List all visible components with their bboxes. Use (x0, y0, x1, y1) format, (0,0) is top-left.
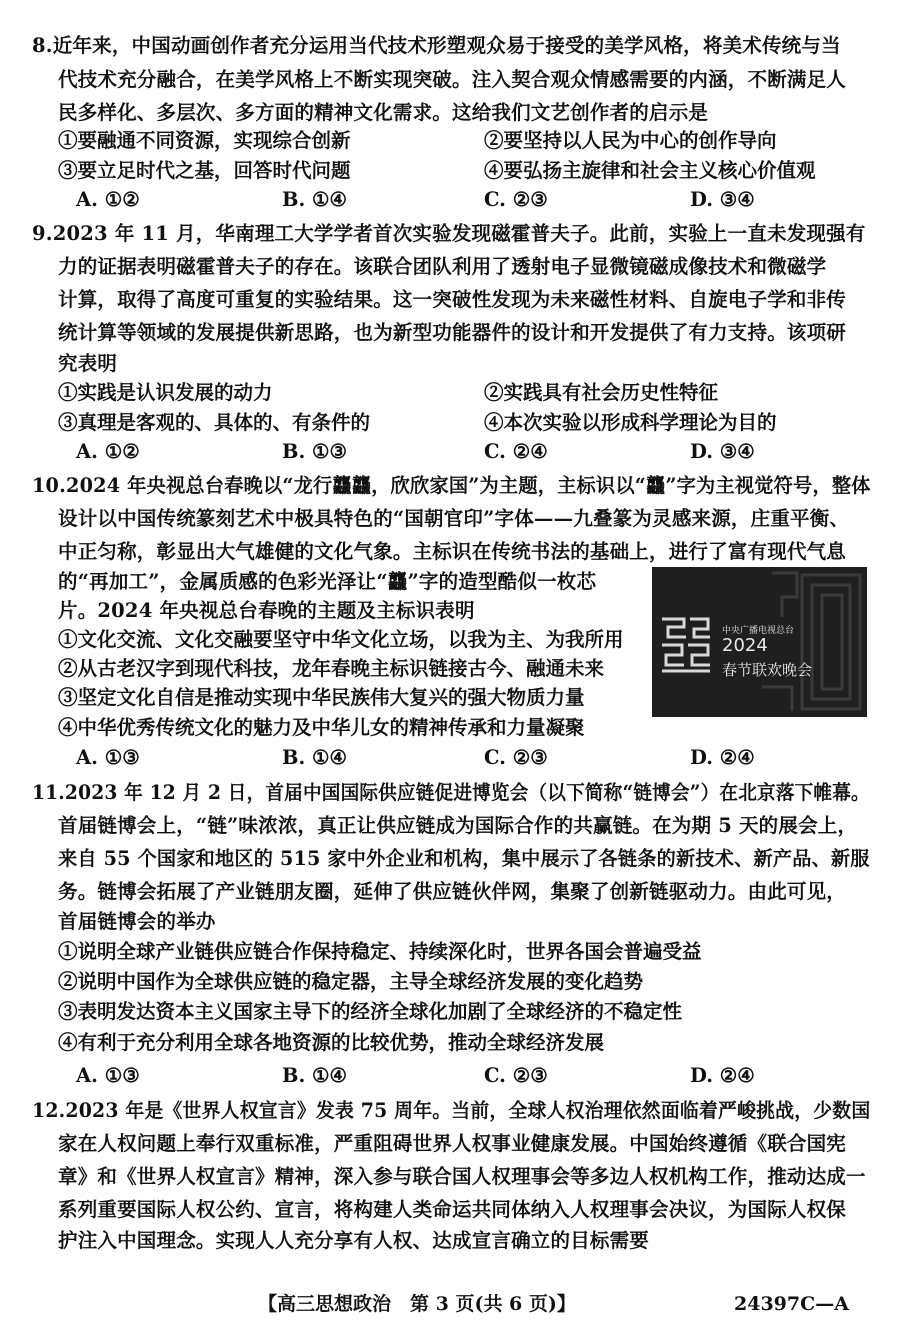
q11-answer: A. ①③ (76, 1064, 140, 1087)
q11-line: 务。链博会拓展了产业链朋友圈，延伸了供应链伙伴网，集聚了创新链驱动力。由此可见， (58, 880, 847, 903)
q9-option: ③真理是客观的、具体的、有条件的 (58, 411, 371, 434)
q9-line: 究表明 (58, 352, 118, 375)
q12-line: 护注入中国理念。实现人人充分享有人权、达成宣言确立的目标需要 (58, 1229, 650, 1252)
q10-line: 10.2024 年央视总台春晚以“龙行龘龘，欣欣家国”为主题，主标识以“龘”字为主视觉符号，整体 (32, 474, 871, 497)
logo-broadcaster-text: 中央广播电视总台 (722, 626, 795, 636)
q10-answer: C. ②③ (484, 746, 548, 769)
q9-option: ④本次实验以形成科学理论为目的 (484, 411, 777, 434)
q8-option: ③要立足时代之基，回答时代问题 (58, 159, 351, 182)
page-footer: 【高三思想政治 第 3 页(共 6 页)】 (258, 1293, 576, 1315)
q9-line: 力的证据表明磁霍普夫子的存在。该联合团队利用了透射电子显微镜磁成像技术和微磁学 (58, 255, 827, 278)
q10-line: 设计以中国传统篆刻艺术中极具特色的“国朝官印”字体——九叠篆为灵感来源，庄重平衡、 (58, 507, 850, 530)
q9-line: 计算，取得了高度可重复的实验结果。这一突破性发现为未来磁性材料、自旋电子学和非传 (58, 288, 847, 311)
q8-answer: A. ①② (76, 188, 140, 211)
q9-option: ②实践具有社会历史性特征 (484, 381, 719, 404)
q11-line: 首届链博会的举办 (58, 910, 216, 933)
q9-answer: D. ③④ (690, 440, 755, 463)
q8-line: 代技术充分融合，在美学风格上不断实现突破。注入契合观众情感需要的内涵，不断满足人 (58, 68, 847, 91)
q12-line: 章》和《世界人权宣言》精神，深入参与联合国人权理事会等多边人权机构工作，推动达成一 (58, 1165, 866, 1188)
q11-answer: C. ②③ (484, 1064, 548, 1087)
q12-line: 系列重要国际人权公约、宣言，将构建人类命运共同体纳入人权理事会决议，为国际人权保 (58, 1198, 847, 1221)
q9-option: ①实践是认识发展的动力 (58, 381, 273, 404)
q8-line: 民多样化、多层次、多方面的精神文化需求。这给我们文艺创作者的启示是 (58, 101, 709, 124)
q11-option: ②说明中国作为全球供应链的稳定器，主导全球经济发展的变化趋势 (58, 970, 644, 993)
q9-line: 9.2023 年 11 月，华南理工大学学者首次实验发现磁霍普夫子。此前，实验上一直未发现强有 (32, 222, 866, 245)
q9-answer: B. ①③ (282, 440, 348, 463)
q10-option: ②从古老汉字到现代科技，龙年春晚主标识链接古今、融通未来 (58, 657, 605, 680)
q10-answer: B. ①④ (282, 746, 348, 769)
q11-answer: B. ①④ (282, 1064, 348, 1087)
q8-answer: C. ②③ (484, 188, 548, 211)
q10-answer: D. ②④ (690, 746, 755, 769)
q8-option: ④要弘扬主旋律和社会主义核心价值观 (484, 159, 816, 182)
q8-answer: B. ①④ (282, 188, 348, 211)
q10-option: ④中华优秀传统文化的魅力及中华儿女的精神传承和力量凝聚 (58, 716, 585, 739)
q11-line: 来自 55 个国家和地区的 515 家中外企业和机构，集中展示了各链条的新技术、新产品、新服 (58, 847, 870, 870)
q8-line: 8.近年来，中国动画创作者充分运用当代技术形塑观众易于接受的美学风格，将美术传统与当 (32, 34, 841, 57)
q10-option: ③坚定文化自信是推动实现中华民族伟大复兴的强大物质力量 (58, 686, 585, 709)
q9-answer: C. ②④ (484, 440, 548, 463)
q10-line: 片。2024 年央视总台春晚的主题及主标识表明 (58, 599, 475, 622)
q11-option: ④有利于充分利用全球各地资源的比较优势，推动全球经济发展 (58, 1031, 605, 1054)
q11-line: 首届链博会上，“链”味浓浓，真正让供应链成为国际合作的共赢链。在为期 5 天的展会上， (58, 814, 858, 837)
q10-line: 的“再加工”，金属质感的色彩光泽让“龘”字的造型酷似一枚芯 (58, 570, 597, 593)
q12-line: 家在人权问题上奉行双重标准，严重阻碍世界人权事业健康发展。中国始终遵循《联合国宪 (58, 1132, 847, 1155)
logo-year-text: 2024 (722, 635, 768, 656)
q9-line: 统计算等领域的发展提供新思路，也为新型功能器件的设计和开发提供了有力支持。该项研 (58, 321, 847, 344)
logo-title-text: 春节联欢晚会 (722, 661, 813, 679)
q9-answer: A. ①② (76, 440, 140, 463)
q10-line: 中正匀称，彰显出大气雄健的文化气象。主标识在传统书法的基础上，进行了富有现代气息 (58, 540, 847, 563)
q11-option: ①说明全球产业链供应链合作保持稳定、持续深化时，世界各国会普遍受益 (58, 940, 702, 963)
q8-answer: D. ③④ (690, 188, 755, 211)
q10-option: ①文化交流、文化交融要坚守中华文化立场，以我为主、为我所用 (58, 628, 624, 651)
exam-code: 24397C—A (734, 1293, 849, 1315)
q8-option: ①要融通不同资源，实现综合创新 (58, 129, 351, 152)
q12-line: 12.2023 年是《世界人权宣言》发表 75 周年。当前，全球人权治理依然面临着严峻挑战，少数国 (32, 1099, 871, 1122)
spring-gala-logo-image (652, 567, 867, 717)
q8-option: ②要坚持以人民为中心的创作导向 (484, 129, 777, 152)
q11-line: 11.2023 年 12 月 2 日，首届中国国际供应链促进博览会（以下简称“链博会”）在北京落下帷幕。 (32, 781, 870, 804)
q11-answer: D. ②④ (690, 1064, 755, 1087)
q10-answer: A. ①③ (76, 746, 140, 769)
q11-option: ③表明发达资本主义国家主导下的经济全球化加剧了全球经济的不稳定性 (58, 1000, 683, 1023)
